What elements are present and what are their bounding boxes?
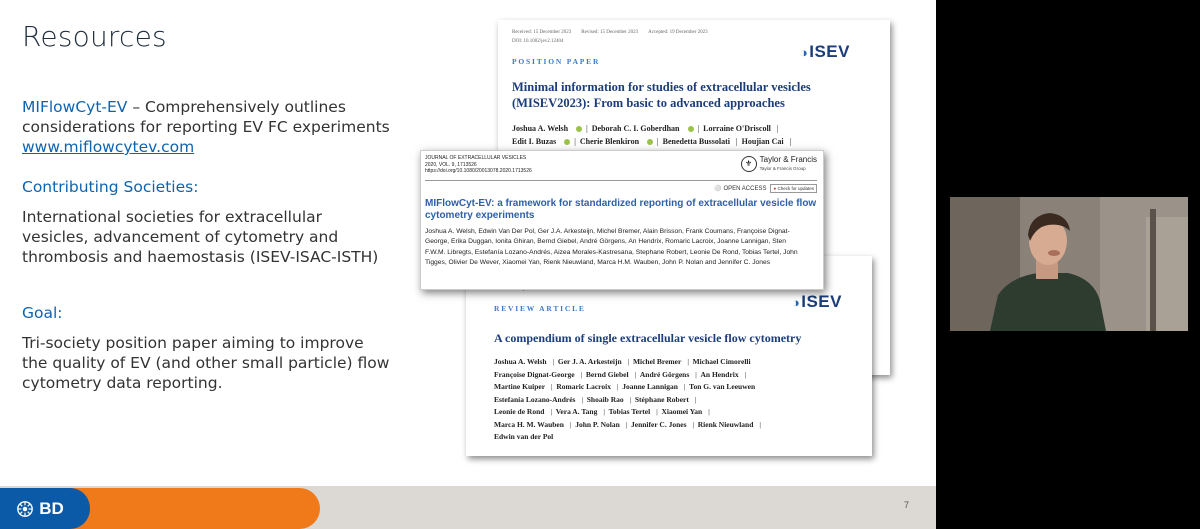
isev-logo: ◑ISEV xyxy=(791,292,842,311)
miflowcyt-link[interactable]: www.miflowcytev.com xyxy=(22,138,195,156)
miflowcyt-section xyxy=(22,97,392,157)
author: Shoaib Rao xyxy=(586,394,624,404)
author: Ton G. van Leeuwen xyxy=(689,382,756,391)
paper1-revised: Revised: 15 December 2023 xyxy=(581,30,639,35)
author: Deborah C. I. Goberdhan xyxy=(591,124,680,133)
paper1-received: Received: 15 December 2023 xyxy=(512,30,572,35)
taylor-francis-logo xyxy=(741,155,817,173)
author: John P. Nolan xyxy=(575,419,620,429)
author: Cherie Blenkiron xyxy=(579,136,640,146)
bd-sun-icon xyxy=(16,500,34,518)
miflowcyt-name: MIFlowCyt-EV xyxy=(22,98,128,116)
bd-brand-text: BD xyxy=(39,498,64,518)
author: Benedetta Bussolati xyxy=(662,136,730,146)
author: Michael Cimorelli xyxy=(692,357,751,366)
goal-text: Tri-society position paper aiming to improve the quality of EV (and other small particle) flow cytometry data reporting. xyxy=(22,334,390,392)
slide-title: Resources xyxy=(22,20,167,53)
paper3-doi: https://doi.org/10.1080/20013078.2020.1713526 xyxy=(425,168,532,174)
isev-logo: ◑ISEV xyxy=(799,42,850,61)
author: André Görgens xyxy=(639,369,690,379)
author: Rienk Nieuwland xyxy=(697,419,754,429)
author: An Hendrix xyxy=(700,369,739,379)
author: Xiaomei Yan xyxy=(661,407,703,416)
author: Tobias Tertel xyxy=(608,407,651,416)
bd-logo xyxy=(0,488,90,529)
miflowcyt-description: – Comprehensively outlines considerations for reporting EV FC experiments xyxy=(22,98,390,136)
author: Leonie de Rond xyxy=(494,407,545,416)
author: Stéphane Robert xyxy=(634,394,689,404)
author: Vera A. Tang xyxy=(555,407,598,416)
paper2-type: REVIEW ARTICLE xyxy=(494,304,586,313)
paper3-title: MIFlowCyt-EV: a framework for standardized reporting of extracellular vesicle flow cytometry experiments xyxy=(425,198,817,221)
author: Houjian Cai xyxy=(741,136,784,146)
slide-page-number: 7 xyxy=(904,500,910,510)
paper-miflowcyt-ev xyxy=(420,150,824,290)
publisher-name: Taylor & Francis xyxy=(759,155,817,164)
author: Edwin van der Pol xyxy=(494,432,554,441)
societies-text: International societies for extracellular vesicles, advancement of cytometry and thrombosis and haemostasis (ISEV-ISAC-ISTH) xyxy=(22,208,379,266)
open-access-label: ⚪ OPEN ACCESS xyxy=(714,186,767,192)
paper3-volume: 2020, VOL. 9, 1713526 xyxy=(425,161,477,168)
paper1-authors: Joshua A. Welsh | Deborah C. I. Goberdhan | Lorraine O'Driscoll | Edit I. Buzas | Cherie Blenkiron | Benedetta Bussolati | Houjian Cai | xyxy=(512,124,792,146)
paper1-type: POSITION PAPER xyxy=(512,57,601,66)
author: Ger J. A. Arkesteijn xyxy=(557,357,622,366)
author: Martine Kuiper xyxy=(494,382,546,391)
author: Edit I. Buzas xyxy=(512,136,557,146)
author: Michel Bremer xyxy=(632,357,682,366)
paper1-accepted: Accepted: 19 December 2023 xyxy=(648,30,708,35)
author: Romaric Lacroix xyxy=(556,382,611,391)
author: Françoise Dignat-George xyxy=(494,369,575,379)
societies-heading: Contributing Societies: xyxy=(22,178,199,196)
author: Joshua A. Welsh xyxy=(494,357,547,366)
paper3-authors: Joshua A. Welsh, Edwin Van Der Pol, Ger J.A. Arkesteijn, Michel Bremer, Alain Brisson, Frank Coumans, Françoise Dignat-George, Erika Duggan, Ionita Ghiran, Bernd Giebel, André Görgens, An Hendrix, Romaric Lacroix, Joanne Lannigan, Sten F.W.M. Libregts, Estefanía Lozano-Andrés, Aizea Morales-Kastresana, Stephane Robert, Leonie De Rond, Tobias Tertel, John Tigges, Olivier De Wever, Xiaomei Yan, Rienk Nieuwland, Marca H.M. Wauben, John P. Nolan and Jennifer C. Jones xyxy=(425,228,798,266)
publisher-icon: ⚜ xyxy=(741,156,757,172)
paper1-doi: DOI: 10.1002/jev2.12404 xyxy=(512,39,564,44)
goal-heading: Goal: xyxy=(22,304,63,322)
isev-mark-icon: ◑ xyxy=(791,295,801,310)
publisher-sub: Taylor & Francis Group xyxy=(759,166,806,171)
author: Joshua A. Welsh xyxy=(512,124,569,133)
paper2-authors: Joshua A. Welsh | Ger J. A. Arkesteijn | Michel Bremer | Michael Cimorelli Françoise Dignat-George | Bernd Giebel | André Görgens | An Hendrix | Martine Kuiper | Romaric Lacroix | Joanne Lannigan | Ton G. van Leeuwen Estefanía Lozano-Andrés | Shoaib Rao | Stéphane Robert | Leonie de Rond | Vera A. Tang | Tobias Tertel | Xiaomei Yan | Marca H. M. Wauben | John P. Nolan | Jennifer C. Jones | Rienk Nieuwland | Edwin van der Pol xyxy=(494,357,761,441)
webcam-video-feed xyxy=(950,197,1188,331)
author: Jennifer C. Jones xyxy=(631,419,687,429)
isev-mark-icon: ◑ xyxy=(799,45,809,60)
paper1-title: Minimal information for studies of extracellular vesicles (MISEV2023): From basic to advanced approaches xyxy=(512,80,811,110)
author: Marca H. M. Wauben xyxy=(494,419,564,429)
presenter-video-image xyxy=(950,197,1188,331)
paper2-title: A compendium of single extracellular vesicle flow cytometry xyxy=(494,331,802,345)
author: Estefanía Lozano-Andrés xyxy=(494,394,576,404)
author: Bernd Giebel xyxy=(585,369,629,379)
paper3-journal: JOURNAL OF EXTRACELLULAR VESICLES xyxy=(425,155,527,161)
check-updates-badge[interactable]: ● Check for updates xyxy=(770,184,817,193)
author: Joanne Lannigan xyxy=(622,382,678,391)
author: Lorraine O'Driscoll xyxy=(703,124,771,133)
